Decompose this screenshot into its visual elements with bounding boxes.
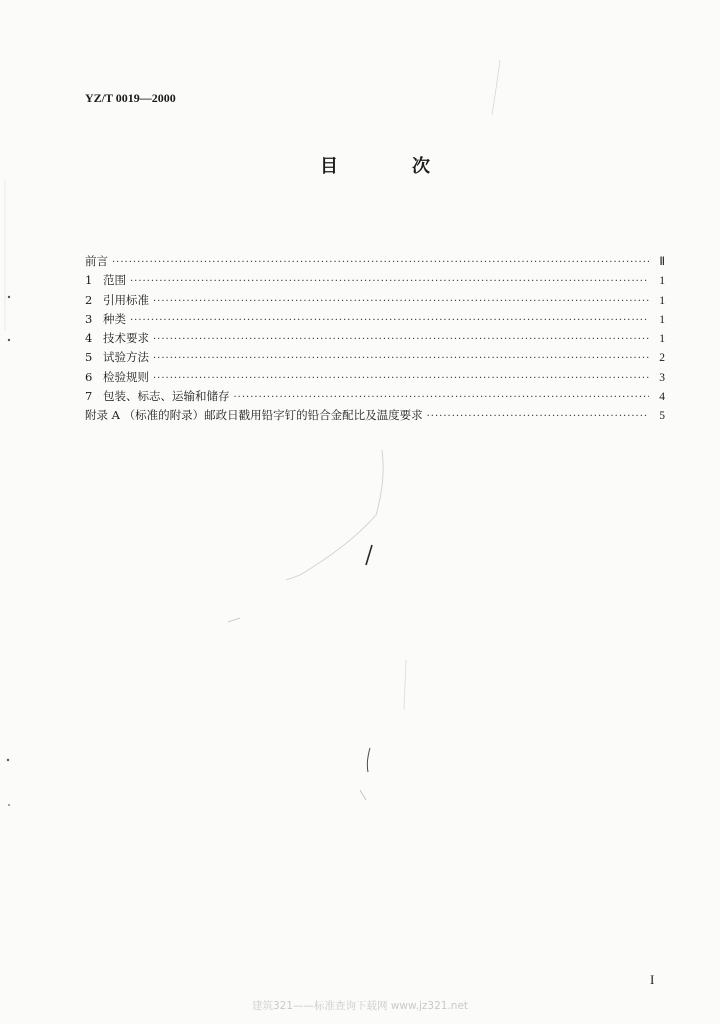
toc-page-number: 2	[659, 352, 665, 365]
toc-page-number: Ⅱ	[659, 256, 665, 268]
toc-section-number: 7	[85, 389, 93, 404]
toc-label: 包装、标志、运输和储存	[103, 389, 230, 404]
toc-section-number: 6	[85, 369, 93, 384]
toc-page-number: 5	[659, 410, 665, 423]
watermark: 建筑321——标准查询下载网 www.jz321.net	[251, 1000, 469, 1012]
toc-title-char-2: 次	[412, 156, 430, 177]
toc-page-number: 3	[659, 371, 665, 384]
toc-label: 引用标准	[103, 292, 149, 307]
toc-section-number: 3	[85, 311, 93, 326]
toc-label: 前言	[85, 254, 108, 268]
toc-page-number: 1	[659, 333, 665, 346]
toc-page-number: 1	[659, 294, 665, 307]
standard-code: YZ/T 0019—2000	[85, 91, 176, 105]
toc-label: 种类	[103, 311, 126, 326]
toc-label: 附录 A （标准的附录）邮政日戳用铅字钉的铅合金配比及温度要求	[85, 408, 423, 423]
toc-section-number: 1	[85, 273, 93, 288]
toc-label: 检验规则	[103, 369, 149, 384]
toc-section-number: 2	[85, 292, 93, 307]
toc-label: 试验方法	[103, 350, 149, 365]
toc-page-number: 1	[659, 275, 665, 288]
toc-title-char-1: 目	[320, 156, 338, 177]
page-number: I	[650, 972, 655, 987]
toc-label: 范围	[103, 273, 126, 288]
toc-section-number: 4	[85, 331, 93, 346]
toc-label: 技术要求	[103, 331, 149, 346]
toc-page-number: 1	[659, 313, 665, 326]
toc-section-number: 5	[85, 350, 93, 365]
toc-page-number: 4	[659, 391, 665, 404]
